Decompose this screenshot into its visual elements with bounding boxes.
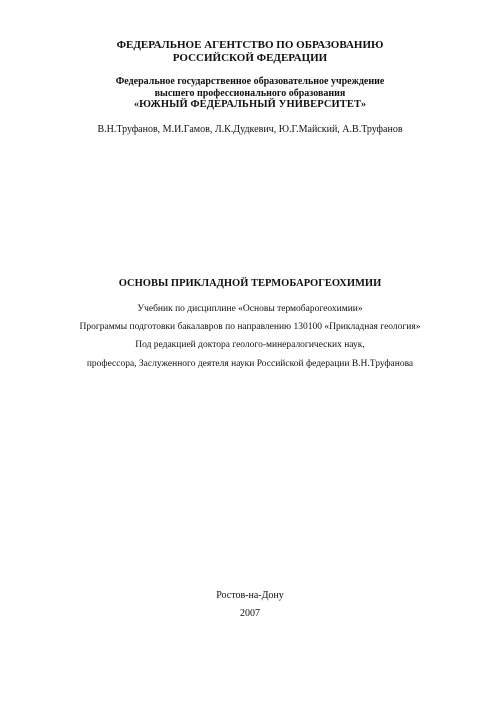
agency-name-line-1: ФЕДЕРАЛЬНОЕ АГЕНТСТВО ПО ОБРАЗОВАНИЮ [116,39,384,51]
editor-line-2: профессора, Заслуженного деятеля науки Российской федерации В.Н.Труфанова [86,359,414,369]
program-line: Программы подготовки бакалавров по направлению 130100 «Прикладная геология» [79,322,421,332]
institution-line-1: Федеральное государственное образовательное учреждение [115,76,385,87]
discipline-line: Учебник по дисциплине «Основы термобарогеохимии» [137,304,363,314]
book-title: ОСНОВЫ ПРИКЛАДНОЙ ТЕРМОБАРОГЕОХИМИИ [118,278,382,289]
university-name: «ЮЖНЫЙ ФЕДЕРАЛЬНЫЙ УНИВЕРСИТЕТ» [133,99,367,110]
publication-year: 2007 [240,608,260,619]
agency-name-line-2: РОССИЙСКОЙ ФЕДЕРАЦИИ [172,52,328,64]
institution-line-2: высшего профессионального образования [154,88,346,99]
publication-city: Ростов-на-Дону [216,590,284,601]
authors-list: В.Н.Труфанов, М.И.Гамов, Л.К.Дудкевич, Ю.Г.Майский, А.В.Труфанов [97,124,403,135]
editor-line-1: Под редакцией доктора геолого-минералогических наук, [135,340,365,350]
